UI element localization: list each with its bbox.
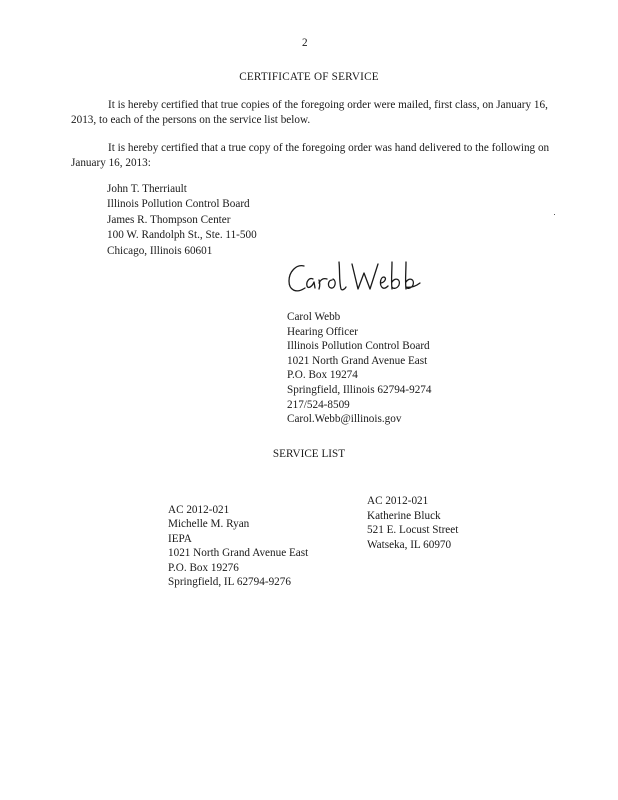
mailing-certification-paragraph <box>71 98 551 128</box>
signer-name: Carol Webb <box>287 311 341 323</box>
address-line: James R. Thompson Center <box>107 213 231 226</box>
party-name: Michelle M. Ryan <box>168 518 250 531</box>
page-number: 2 <box>302 37 308 49</box>
service-list-title: SERVICE LIST <box>272 448 346 460</box>
handwritten-signature <box>286 258 436 300</box>
party-organization: IEPA <box>168 532 192 545</box>
party-street: 1021 North Grand Avenue East <box>168 547 309 560</box>
case-number: AC 2012-021 <box>367 495 429 507</box>
certificate-title: CERTIFICATE OF SERVICE <box>239 71 379 83</box>
party-city: Springfield, IL 62794-9276 <box>168 576 291 589</box>
party-name: Katherine Bluck <box>367 509 441 522</box>
service-list-entry-bluck <box>367 494 458 552</box>
mailing-certification-text: It is hereby certified that true copies of the foregoing order were mailed, first class, on January 16, 2013, to each of the persons on the service list below. <box>71 99 548 126</box>
signer-phone: 217/524-8509 <box>287 398 350 411</box>
signer-title: Hearing Officer <box>287 325 358 338</box>
address-line: Chicago, Illinois 60601 <box>107 244 213 257</box>
party-city: Watseka, IL 60970 <box>367 538 452 551</box>
hand-delivery-recipient-address <box>107 182 257 259</box>
signer-email: Carol.Webb@illinois.gov <box>287 413 402 426</box>
address-line: John T. Therriault <box>107 183 187 195</box>
address-line: 100 W. Randolph St., Ste. 11-500 <box>107 229 257 242</box>
signer-po-box: P.O. Box 19274 <box>287 369 358 382</box>
party-po-box: P.O. Box 19276 <box>168 561 239 574</box>
hand-delivery-certification-paragraph <box>71 141 551 171</box>
hand-delivery-certification-text: It is hereby certified that a true copy of the foregoing order was hand delivered to the following on January 16, 2013: <box>71 142 550 169</box>
address-line: Illinois Pollution Control Board <box>107 198 250 211</box>
signer-address-block <box>287 310 432 427</box>
signer-organization: Illinois Pollution Control Board <box>287 340 430 353</box>
signer-street: 1021 North Grand Avenue East <box>287 354 428 367</box>
case-number: AC 2012-021 <box>168 504 230 516</box>
party-street: 521 E. Locust Street <box>367 524 459 537</box>
signer-city: Springfield, Illinois 62794-9274 <box>287 383 432 396</box>
service-list-entry-ryan <box>168 503 308 589</box>
scan-speck <box>554 214 555 215</box>
